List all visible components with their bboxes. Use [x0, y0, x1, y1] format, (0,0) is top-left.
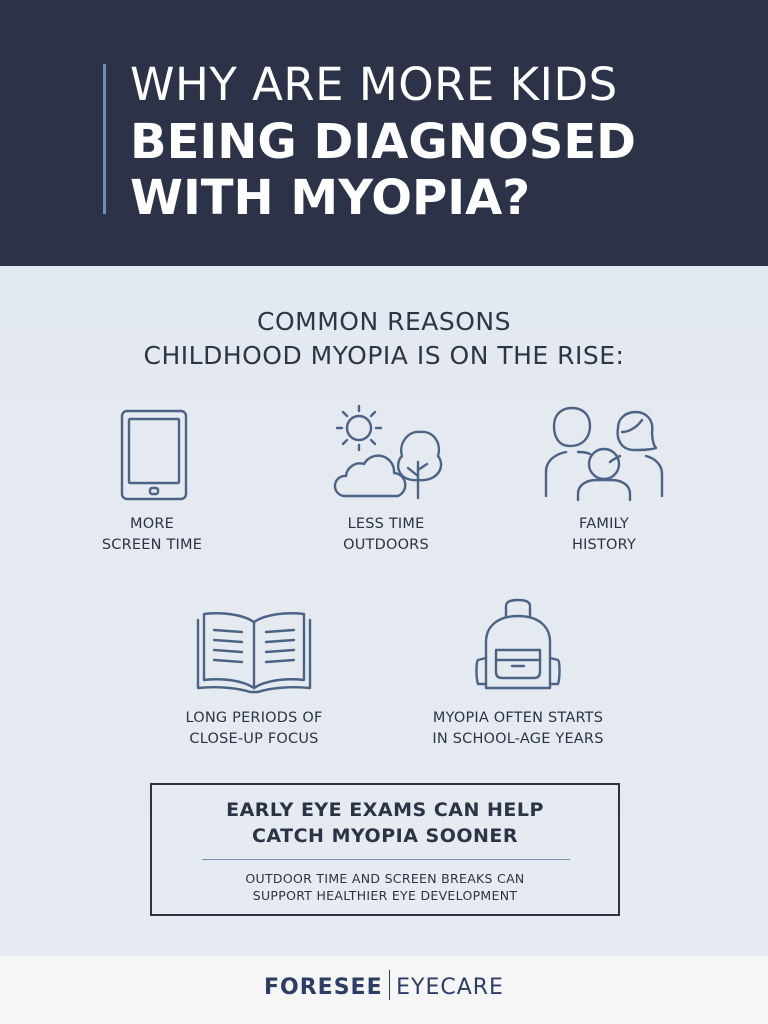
reason-label-screen-time: MORE SCREEN TIME	[101, 516, 203, 553]
reason-label-school-age: MYOPIA OFTEN STARTS IN SCHOOL-AGE YEARS	[432, 710, 604, 747]
callout-divider	[202, 859, 570, 860]
header-banner	[0, 0, 768, 266]
book-icon	[194, 608, 314, 696]
reason-label-family-history: FAMILY HISTORY	[571, 516, 637, 553]
tablet-icon	[118, 408, 190, 502]
reason-label-outdoors: LESS TIME OUTDOORS	[343, 516, 429, 553]
callout-heading-1: EARLY EYE EXAMS CAN HELP	[226, 799, 544, 821]
brand-logo	[0, 973, 768, 1003]
reason-label-close-up-focus: LONG PERIODS OF CLOSE-UP FOCUS	[185, 710, 323, 747]
title-line-1: WHY ARE MORE KIDS	[130, 58, 618, 111]
brand-name-part-2: EYECARE	[396, 975, 504, 1000]
backpack-icon	[472, 598, 564, 694]
subheading-line-2: CHILDHOOD MYOPIA IS ON THE RISE:	[143, 341, 625, 370]
title-line-2: BEING DIAGNOSED	[130, 114, 636, 170]
outdoors-icon	[332, 402, 462, 502]
brand-divider	[389, 970, 391, 1000]
callout-heading-2: CATCH MYOPIA SOONER	[251, 825, 519, 847]
callout-box	[150, 783, 620, 916]
subheading-line-1: COMMON REASONS	[257, 307, 511, 336]
callout-subtext-1: OUTDOOR TIME AND SCREEN BREAKS CAN	[245, 871, 525, 886]
accent-bar	[103, 64, 106, 214]
callout-subtext-2: SUPPORT HEALTHIER EYE DEVELOPMENT	[252, 888, 518, 903]
title-line-3: WITH MYOPIA?	[130, 170, 531, 226]
family-icon	[542, 402, 668, 506]
brand-name-part-1: FORESEE	[264, 975, 383, 1000]
